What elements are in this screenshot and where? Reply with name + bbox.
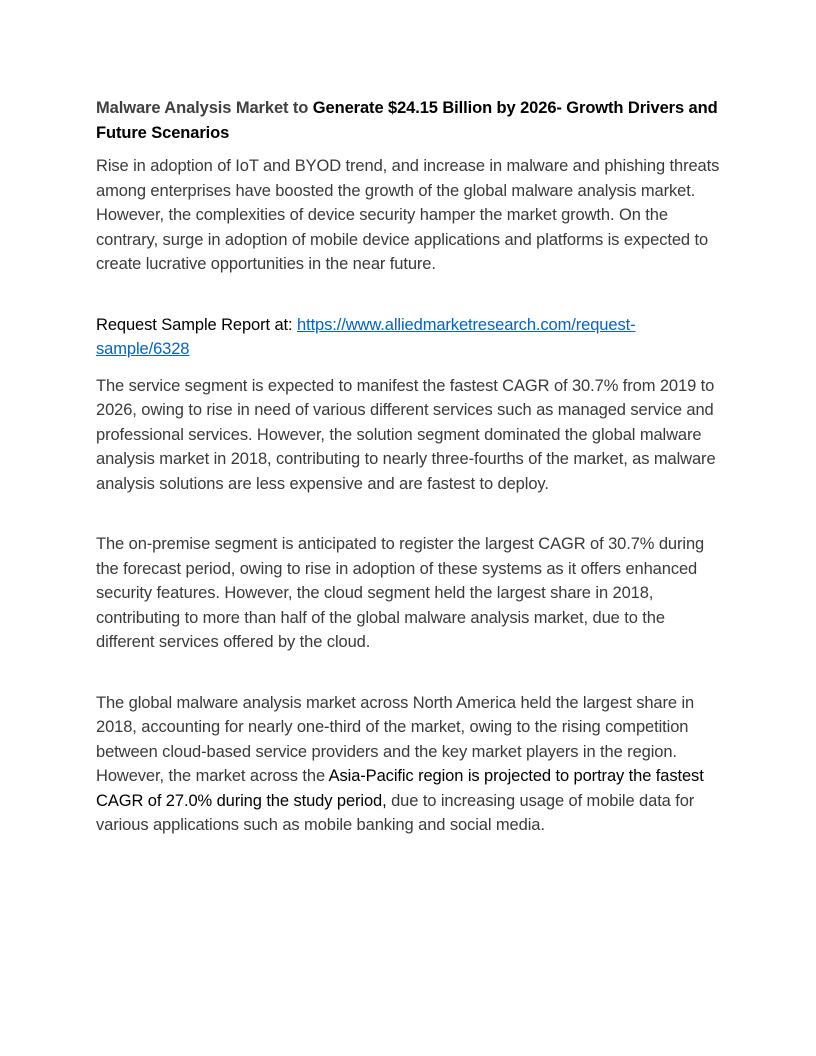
document-title bbox=[96, 96, 720, 146]
regional-text-highlight: Asia-Pacific region is projected to portray the fastest CAGR of 27.0% during the study period, bbox=[96, 767, 704, 810]
paragraph-regional bbox=[96, 691, 720, 838]
regional-text-a: The global malware analysis market across North America held the largest share in 2018, accounting for nearly one-third of the market, owing to the rising competition between cloud-based service providers and the key market players in the region. However, the market across the bbox=[96, 693, 695, 785]
title-part-2: Generate $24.15 Billion by 2026- Growth Drivers and Future Scenarios bbox=[96, 99, 718, 142]
regional-text-c: due to increasing usage of mobile data for various applications such as mobile banking and social media. bbox=[96, 791, 695, 834]
document-page bbox=[96, 96, 720, 838]
paragraph-service-segment: The service segment is expected to manifest the fastest CAGR of 30.7% from 2019 to 2026, owing to rise in need of various different services such as managed service and professional services. However, the solution segment dominated the global malware analysis market in 2018, contributing to nearly three-fourths of the market, as malware analysis solutions are less expensive and are fastest to deploy. bbox=[96, 376, 716, 493]
request-sample-link[interactable]: https://www.alliedmarketresearch.com/request-sample/6328 bbox=[96, 315, 636, 358]
title-part-1: Malware Analysis Market to bbox=[96, 99, 309, 117]
paragraph-on-premise-segment: The on-premise segment is anticipated to register the largest CAGR of 30.7% during the forecast period, owing to rise in adoption of these systems as it offers enhanced security features. However, the cloud segment held the largest share in 2018, contributing to more than half of the global malware analysis market, due to the different services offered by the cloud. bbox=[96, 535, 705, 651]
request-sample-line bbox=[96, 313, 720, 362]
paragraph-intro: Rise in adoption of IoT and BYOD trend, and increase in malware and phishing threats among enterprises have boosted the growth of the global malware analysis market. However, the complexities of device security hamper the market growth. On the contrary, surge in adoption of mobile device applications and platforms is expected to create lucrative opportunities in the near future. bbox=[96, 157, 720, 273]
request-sample-label: Request Sample Report at: bbox=[96, 315, 293, 334]
